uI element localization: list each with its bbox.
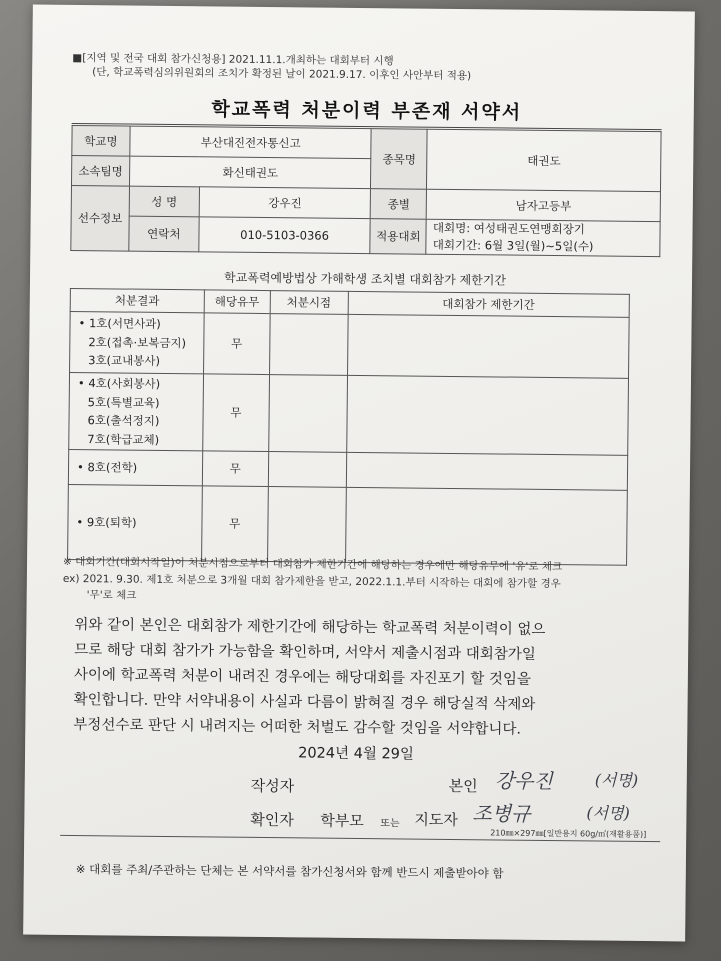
confirmer-label: 확인자	[250, 810, 294, 830]
name-value: 강우진	[199, 187, 371, 219]
paper-spec: 210㎜×297㎜[일반용지 60g/㎡(재활용품)]	[490, 828, 647, 840]
parent-label: 학부모	[320, 811, 364, 831]
header-period: 대회참가 제한기간	[348, 291, 630, 317]
self-label: 본인	[448, 776, 478, 796]
header-result: 처분결과	[70, 288, 204, 312]
competition-name: 대회명: 여성태권도연맹회장기	[432, 220, 585, 237]
time-cell	[267, 487, 346, 563]
applies-value: 무	[201, 486, 268, 562]
self-signature: 강우진	[494, 768, 553, 794]
time-cell	[269, 314, 347, 376]
table-row-cat-1	[70, 311, 204, 373]
gender-value: 남자고등부	[427, 189, 661, 221]
gender-label: 종별	[371, 189, 427, 220]
document-title: 학교폭력 처분이력 부존재 서약서	[211, 98, 523, 124]
coach-seal: (서명)	[586, 803, 630, 823]
table-row-cat-2	[69, 372, 204, 450]
athlete-info-table	[70, 125, 661, 257]
cat-item: 5호(특별교육)	[87, 394, 160, 410]
pledge-text	[73, 613, 666, 744]
note-line-1: ※ 대회기간(대회시작일)이 처분시점으로부터 대회참가 제한기간에 해당하는 경우에만 해당유무에 '유'로 체크	[62, 555, 563, 574]
restriction-subtitle: 학교폭력예방법상 가해학생 조치별 대회참가 제한기간	[224, 270, 507, 288]
event-value: 태권도	[427, 129, 661, 191]
cat-item: • 9호(퇴학)	[76, 514, 137, 530]
period-cell	[347, 314, 629, 378]
applies-value: 무	[202, 451, 268, 487]
table-row-cat-3	[68, 449, 202, 485]
pledge-line: 사이에 학교폭력 처분이 내려진 경우에는 해당대회를 자진포기 할 것임을	[73, 667, 532, 688]
coach-signature: 조병규	[472, 801, 531, 826]
competition-value	[426, 219, 660, 256]
self-seal: (서명)	[594, 770, 639, 790]
pledge-line: 므로 해당 대회 참가가 가능함을 확인하며, 서약서 제출시점과 대회참가일	[74, 642, 536, 663]
applies-value: 무	[203, 374, 270, 452]
or-label: 또는	[380, 818, 400, 830]
time-cell	[268, 452, 346, 488]
pledge-document	[23, 5, 695, 942]
athlete-label: 선수정보	[71, 185, 130, 251]
event-label: 종목명	[371, 129, 428, 190]
cat-item: • 4호(사회봉사)	[77, 376, 161, 391]
applies-value: 무	[203, 313, 270, 375]
header-applies: 해당유무	[204, 290, 270, 314]
table-row-cat-4	[68, 484, 203, 560]
notice-line-1: ■[지역 및 전국 대회 참가신청용] 2021.11.1.개최하는 대회부터 시행	[72, 51, 394, 68]
period-cell	[345, 487, 627, 565]
cat-item: 7호(학급교체)	[87, 431, 160, 447]
footnote: ※ 대회를 주최/주관하는 단체는 본 서약서를 참가신청서와 함께 반드시 제출받아야 함	[75, 862, 504, 881]
competition-label: 적용대회	[370, 219, 426, 255]
contact-value: 010-5103-0366	[199, 217, 371, 254]
period-cell	[346, 452, 628, 490]
restriction-table	[67, 288, 630, 566]
team-value: 화신태권도	[129, 156, 371, 189]
competition-period: 대회기간: 6월 3일(월)~5일(수)	[432, 237, 594, 254]
school-label: 학교명	[72, 125, 130, 156]
cat-item: 2호(접촉·보복금지)	[88, 334, 187, 350]
header-time: 처분시점	[270, 291, 348, 315]
pledge-date: 2024년 4월 29일	[298, 745, 415, 763]
note-line-3: '무'로 체크	[86, 589, 137, 602]
school-value: 부산대진전자통신고	[130, 126, 372, 159]
cat-item: • 8호(전학)	[76, 459, 138, 475]
coach-label: 지도자	[414, 810, 458, 830]
writer-label: 작성자	[250, 776, 295, 796]
cat-item: 3호(교내봉사)	[88, 353, 161, 369]
period-cell	[346, 375, 628, 455]
cat-item: • 1호(서면사과)	[78, 316, 161, 332]
team-label: 소속팀명	[71, 155, 129, 186]
notice-line-2: (단, 학교폭력심의위원회의 조치가 확정된 날이 2021.9.17. 이후인 사안부터 적용)	[92, 66, 472, 83]
pledge-line: 확인합니다. 만약 서약내용이 사실과 다름이 밝혀질 경우 해당실적 삭제와	[73, 692, 536, 713]
cat-item: 6호(출석정지)	[87, 413, 160, 428]
contact-label: 연락처	[129, 216, 199, 252]
time-cell	[268, 375, 347, 453]
note-line-2: ex) 2021. 9.30. 제1호 처분으로 3개월 대회 참가제한을 받고, 2022.1.1.부터 시작하는 대회에 참가할 경우	[62, 572, 561, 591]
name-label: 성 명	[129, 186, 199, 217]
pledge-line: 부정선수로 판단 시 내려지는 어떠한 처벌도 감수할 것임을 서약합니다.	[73, 717, 522, 738]
pledge-line: 위와 같이 본인은 대회참가 제한기간에 해당하는 학교폭력 처분이력이 없으	[74, 617, 546, 638]
